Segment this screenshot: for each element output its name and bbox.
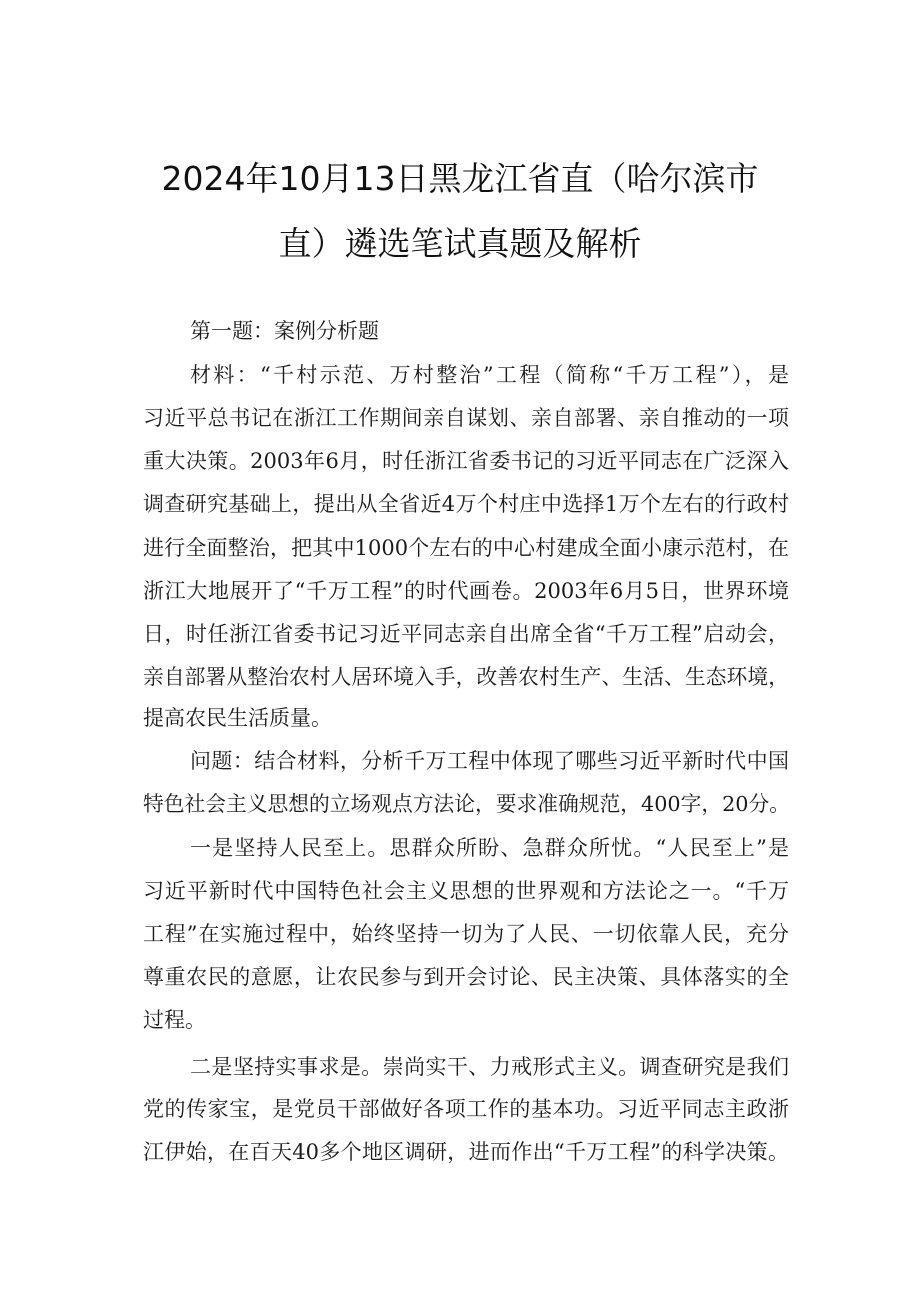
- paragraph-line: 问题：结合材料，分析千万工程中体现了哪些习近平新时代中国: [190, 749, 789, 773]
- section-heading: 第一题：案例分析题: [190, 319, 379, 343]
- paragraph-line: 日，时任浙江省委书记习近平同志亲自出席全省“千万工程”启动会，: [143, 622, 789, 646]
- paragraph-line: 材料：“千村示范、万村整治”工程（简称“千万工程”），是: [190, 363, 789, 387]
- paragraph-line: 二是坚持实事求是。崇尚实干、力戒形式主义。调查研究是我们: [190, 1055, 789, 1079]
- paragraph-line: 习近平总书记在浙江工作期间亲自谋划、亲自部署、亲自推动的一项: [143, 406, 789, 430]
- paragraph-line: 习近平新时代中国特色社会主义思想的世界观和方法论之一。“千万: [143, 879, 789, 903]
- paragraph-line: 尊重农民的意愿，让农民参与到开会讨论、民主决策、具体落实的全: [143, 965, 789, 989]
- paragraph-line: 重大决策。2003年6月，时任浙江省委书记的习近平同志在广泛深入: [143, 449, 789, 473]
- paragraph-line: 过程。: [143, 1008, 206, 1032]
- paragraph-line: 进行全面整治，把其中1000个左右的中心村建成全面小康示范村，在: [143, 536, 789, 560]
- paragraph-line: 亲自部署从整治农村人居环境入手，改善农村生产、生活、生态环境，: [143, 665, 789, 689]
- paragraph-line: 一是坚持人民至上。思群众所盼、急群众所忧。“人民至上”是: [190, 836, 789, 860]
- paragraph-line: 特色社会主义思想的立场观点方法论，要求准确规范，400字，20分。: [143, 792, 791, 816]
- paragraph-line: 浙江大地展开了“千万工程”的时代画卷。2003年6月5日，世界环境: [143, 579, 789, 603]
- paragraph-line: 调查研究基础上，提出从全省近4万个村庄中选择1万个左右的行政村: [143, 492, 789, 516]
- document-title-line-1: 2024年10月13日黑龙江省直（哈尔滨市: [161, 159, 759, 198]
- paragraph-line: 提高农民生活质量。: [143, 706, 332, 730]
- paragraph-line: 工程”在实施过程中，始终坚持一切为了人民、一切依靠人民，充分: [143, 922, 789, 946]
- paragraph-line: 江伊始，在百天40多个地区调研，进而作出“千万工程”的科学决策。: [143, 1140, 789, 1164]
- paragraph-line: 党的传家宝，是党员干部做好各项工作的基本功。习近平同志主政浙: [143, 1097, 789, 1121]
- document-title-line-2: 直）遴选笔试真题及解析: [278, 224, 642, 263]
